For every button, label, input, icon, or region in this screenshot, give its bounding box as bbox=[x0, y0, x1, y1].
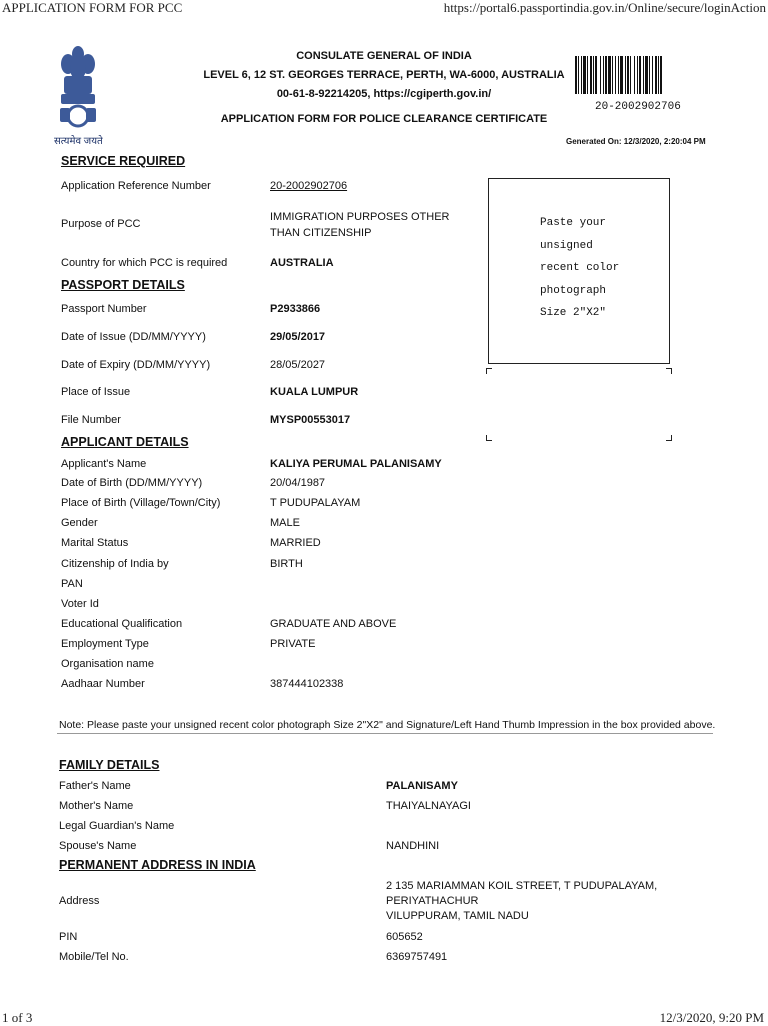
applicant-name-label: Applicant's Name bbox=[61, 458, 147, 470]
purpose-label: Purpose of PCC bbox=[61, 218, 141, 230]
print-page-indicator: 1 of 3 bbox=[2, 1010, 33, 1025]
purpose-value: IMMIGRATION PURPOSES OTHER THAN CITIZENSHIP bbox=[270, 211, 450, 239]
dob-value: 20/04/1987 bbox=[270, 477, 326, 489]
photo-note: Note: Please paste your unsigned recent color photograph Size 2"X2" and Signature/Left Hand Thumb Impression in the box provided above. bbox=[59, 719, 716, 731]
citizenship-label: Citizenship of India by bbox=[61, 558, 169, 570]
divider bbox=[57, 733, 713, 734]
file-number-value: MYSP00553017 bbox=[270, 414, 351, 426]
dob-label: Date of Birth (DD/MM/YYYY) bbox=[61, 477, 203, 489]
employment-label: Employment Type bbox=[61, 638, 149, 650]
voter-id-label: Voter Id bbox=[61, 598, 99, 610]
signature-box-corner bbox=[486, 368, 492, 374]
date-of-issue-value: 29/05/2017 bbox=[270, 331, 326, 343]
passport-details-heading: PASSPORT DETAILS bbox=[61, 278, 185, 292]
generated-on: Generated On: 12/3/2020, 2:20:04 PM bbox=[566, 137, 706, 146]
applicant-name-value: KALIYA PERUMAL PALANISAMY bbox=[270, 458, 442, 470]
form-title: APPLICATION FORM FOR POLICE CLEARANCE CERTIFICATE bbox=[220, 113, 548, 125]
consulate-name: CONSULATE GENERAL OF INDIA bbox=[296, 50, 472, 62]
address-line-2: PERIYATHACHUR bbox=[386, 895, 479, 907]
place-of-birth-value: T PUDUPALAYAM bbox=[270, 497, 361, 509]
signature-box-corner bbox=[666, 435, 672, 441]
signature-box-corner bbox=[486, 435, 492, 441]
emblem-motto: सत्यमेव जयते bbox=[54, 136, 103, 147]
family-details-heading: FAMILY DETAILS bbox=[59, 758, 160, 772]
date-of-expiry-label: Date of Expiry (DD/MM/YYYY) bbox=[61, 359, 211, 371]
application-ref-label: Application Reference Number bbox=[61, 180, 211, 192]
pin-label: PIN bbox=[59, 931, 78, 943]
passport-number-value: P2933866 bbox=[270, 303, 321, 315]
signature-box-corner bbox=[666, 368, 672, 374]
mobile-value: 6369757491 bbox=[386, 951, 448, 963]
father-name-value: PALANISAMY bbox=[386, 780, 458, 792]
mobile-label: Mobile/Tel No. bbox=[59, 951, 129, 963]
spouse-name-label: Spouse's Name bbox=[59, 840, 137, 852]
father-name-label: Father's Name bbox=[59, 780, 131, 792]
place-of-issue-label: Place of Issue bbox=[61, 386, 131, 398]
guardian-name-label: Legal Guardian's Name bbox=[59, 820, 175, 832]
date-of-issue-label: Date of Issue (DD/MM/YYYY) bbox=[61, 331, 206, 343]
address-line-3: VILUPPURAM, TAMIL NADU bbox=[386, 910, 529, 922]
passport-number-label: Passport Number bbox=[61, 303, 147, 315]
print-page-title: APPLICATION FORM FOR PCC bbox=[2, 0, 183, 15]
gender-value: MALE bbox=[270, 517, 300, 529]
country-label: Country for which PCC is required bbox=[61, 257, 228, 269]
file-number-label: File Number bbox=[61, 414, 121, 426]
gender-label: Gender bbox=[61, 517, 98, 529]
applicant-details-heading: APPLICANT DETAILS bbox=[61, 435, 189, 449]
aadhaar-value: 387444102338 bbox=[270, 678, 344, 690]
print-page-url: https://portal6.passportindia.gov.in/Online/secure/loginAction bbox=[443, 0, 766, 15]
country-value: AUSTRALIA bbox=[270, 257, 334, 269]
employment-value: PRIVATE bbox=[270, 638, 316, 650]
mother-name-value: THAIYALNAYAGI bbox=[386, 800, 471, 812]
permanent-address-heading: PERMANENT ADDRESS IN INDIA bbox=[59, 858, 256, 872]
aadhaar-label: Aadhaar Number bbox=[61, 678, 145, 690]
date-of-expiry-value: 28/05/2027 bbox=[270, 359, 326, 371]
service-required-heading: SERVICE REQUIRED bbox=[61, 154, 186, 168]
application-ref-value: 20-2002902706 bbox=[270, 180, 348, 192]
spouse-name-value: NANDHINI bbox=[386, 840, 440, 852]
barcode-number: 20-2002902706 bbox=[595, 101, 681, 113]
mother-name-label: Mother's Name bbox=[59, 800, 134, 812]
education-label: Educational Qualification bbox=[61, 618, 183, 630]
marital-status-value: MARRIED bbox=[270, 537, 321, 549]
citizenship-value: BIRTH bbox=[270, 558, 303, 570]
pin-value: 605652 bbox=[386, 931, 423, 943]
address-line-1: 2 135 MARIAMMAN KOIL STREET, T PUDUPALAYAM, bbox=[386, 880, 658, 892]
print-datetime: 12/3/2020, 9:20 PM bbox=[659, 1010, 764, 1025]
photo-box-instructions: Paste your unsigned recent color photograph Size 2"X2" bbox=[540, 217, 620, 319]
place-of-birth-label: Place of Birth (Village/Town/City) bbox=[61, 497, 221, 509]
marital-status-label: Marital Status bbox=[61, 537, 129, 549]
place-of-issue-value: KUALA LUMPUR bbox=[270, 386, 359, 398]
address-label: Address bbox=[59, 895, 100, 907]
barcode bbox=[575, 56, 681, 99]
organisation-label: Organisation name bbox=[61, 658, 154, 670]
consulate-address: LEVEL 6, 12 ST. GEORGES TERRACE, PERTH, WA-6000, AUSTRALIA bbox=[203, 69, 565, 81]
consulate-contact: 00-61-8-92214205, https://cgiperth.gov.in/ bbox=[276, 88, 492, 100]
education-value: GRADUATE AND ABOVE bbox=[270, 618, 397, 630]
pan-label: PAN bbox=[61, 578, 83, 590]
